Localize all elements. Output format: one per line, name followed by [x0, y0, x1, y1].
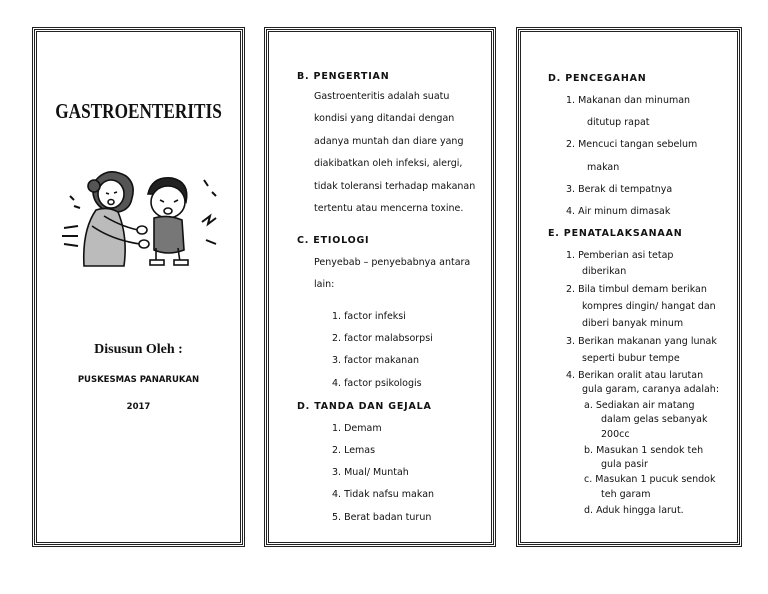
section-heading-pengertian: B. PENGERTIAN	[297, 71, 390, 82]
penatalaksanaan-sub-line: a. Sediakan air matang	[584, 400, 695, 411]
penatalaksanaan-line: diberikan	[582, 266, 627, 277]
penatalaksanaan-line: 1. Pemberian asi tetap	[566, 250, 674, 261]
pengertian-line: tidak toleransi terhadap makanan	[314, 181, 476, 192]
mother-and-sick-child-illustration	[56, 160, 226, 268]
organization-name: PUSKESMAS PANARUKAN	[77, 375, 200, 385]
penatalaksanaan-sub-line: d. Aduk hingga larut.	[584, 505, 684, 516]
section-heading-tanda-gejala: D. TANDA DAN GEJALA	[297, 401, 432, 412]
pencegahan-line: 2. Mencuci tangan sebelum	[566, 139, 698, 150]
pencegahan-line: 1. Makanan dan minuman	[566, 95, 691, 106]
penatalaksanaan-sub-line: teh garam	[601, 489, 651, 500]
pencegahan-line: makan	[587, 162, 620, 173]
pengertian-line: diakibatkan oleh infeksi, alergi,	[314, 158, 463, 169]
document-title: GASTROENTERITIS	[55, 99, 222, 123]
middle-panel	[266, 29, 494, 545]
pengertian-line: kondisi yang ditandai dengan	[314, 113, 455, 124]
tanda-item: 5. Berat badan turun	[332, 512, 432, 523]
section-heading-etiologi: C. ETIOLOGI	[297, 235, 370, 246]
pencegahan-line: 3. Berak di tempatnya	[566, 184, 673, 195]
penatalaksanaan-line: 4. Berikan oralit atau larutan	[566, 370, 704, 381]
penatalaksanaan-sub-line: c. Masukan 1 pucuk sendok	[584, 474, 716, 485]
etiologi-item: 1. factor infeksi	[332, 311, 406, 322]
pengertian-line: adanya muntah dan diare yang	[314, 136, 464, 147]
etiologi-item: 2. factor malabsorpsi	[332, 333, 433, 344]
pencegahan-line: 4. Air minum dimasak	[566, 206, 671, 217]
tanda-item: 1. Demam	[332, 423, 382, 434]
etiologi-item: 3. factor makanan	[332, 355, 420, 366]
right-panel	[518, 29, 740, 545]
tanda-item: 4. Tidak nafsu makan	[332, 489, 435, 500]
penatalaksanaan-line: 2. Bila timbul demam berikan	[566, 284, 707, 295]
pengertian-line: Gastroenteritis adalah suatu	[314, 91, 450, 102]
etiologi-intro-line: Penyebab – penyebabnya antara	[314, 257, 471, 268]
penatalaksanaan-sub-line: dalam gelas sebanyak	[601, 414, 708, 425]
penatalaksanaan-line: 3. Berikan makanan yang lunak	[566, 336, 717, 347]
tanda-item: 2. Lemas	[332, 445, 376, 456]
pencegahan-line: ditutup rapat	[587, 117, 650, 128]
publication-year: 2017	[126, 402, 151, 412]
section-heading-penatalaksanaan: E. PENATALAKSANAAN	[548, 228, 683, 239]
penatalaksanaan-sub-line: b. Masukan 1 sendok teh	[584, 445, 704, 456]
pengertian-line: tertentu atau mencerna toxine.	[314, 203, 464, 214]
tanda-item: 3. Mual/ Muntah	[332, 467, 409, 478]
penatalaksanaan-line: seperti bubur tempe	[582, 353, 680, 364]
etiologi-item: 4. factor psikologis	[332, 378, 422, 389]
penatalaksanaan-line: diberi banyak minum	[582, 318, 684, 329]
penatalaksanaan-sub-line: gula pasir	[601, 459, 648, 470]
section-heading-pencegahan: D. PENCEGAHAN	[548, 73, 647, 84]
penatalaksanaan-sub-line: 200cc	[601, 429, 630, 440]
penatalaksanaan-line: gula garam, caranya adalah:	[582, 384, 720, 395]
etiologi-intro-line: lain:	[314, 279, 335, 290]
cover-panel	[34, 29, 243, 545]
author-label: Disusun Oleh :	[94, 342, 183, 357]
penatalaksanaan-line: kompres dingin/ hangat dan	[582, 301, 716, 312]
